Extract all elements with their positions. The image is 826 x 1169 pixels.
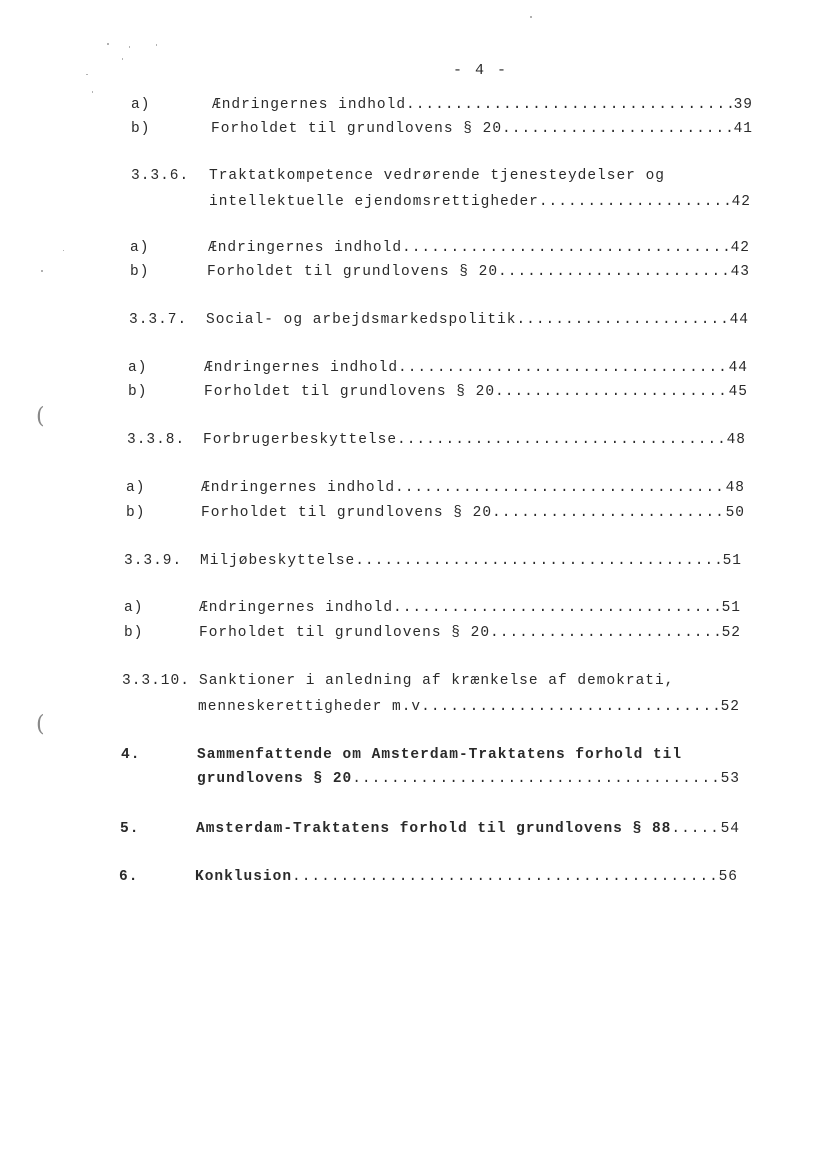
toc-title-line2: grundlovens § 20 bbox=[197, 771, 353, 787]
toc-label: 3.3.6. bbox=[131, 168, 190, 184]
toc-page: 39 bbox=[733, 97, 753, 113]
toc-label: a) bbox=[128, 360, 148, 376]
toc-page: 50 bbox=[725, 505, 745, 521]
toc-entry-continuation bbox=[197, 768, 740, 790]
scan-speck bbox=[122, 58, 123, 60]
toc-page: 51 bbox=[722, 553, 742, 569]
toc-page: 44 bbox=[729, 312, 749, 328]
toc-title: Forbrugerbeskyttelse bbox=[203, 432, 398, 448]
toc-label: 4. bbox=[121, 747, 141, 763]
toc-label: 3.3.10. bbox=[122, 673, 190, 689]
toc-label: a) bbox=[130, 240, 150, 256]
toc-title: Ændringernes indhold bbox=[204, 360, 399, 376]
toc-label: b) bbox=[126, 505, 146, 521]
toc-title: Forholdet til grundlovens § 20 bbox=[204, 384, 496, 400]
toc-entry bbox=[131, 118, 753, 140]
toc-label: 3.3.9. bbox=[124, 553, 183, 569]
toc-entry bbox=[128, 357, 748, 379]
toc-page: 41 bbox=[733, 121, 753, 137]
toc-title: Sanktioner i anledning af krænkelse af demokrati, bbox=[199, 673, 675, 689]
scan-speck bbox=[129, 46, 130, 48]
toc-page: 53 bbox=[720, 771, 740, 787]
toc-title: Forholdet til grundlovens § 20 bbox=[199, 625, 491, 641]
toc-page: 43 bbox=[730, 264, 750, 280]
scan-speck bbox=[530, 16, 532, 18]
toc-label: b) bbox=[130, 264, 150, 280]
toc-page: 42 bbox=[731, 194, 751, 210]
toc-entry bbox=[131, 165, 751, 187]
toc-entry bbox=[124, 597, 741, 619]
toc-label: 6. bbox=[119, 869, 139, 885]
toc-label: b) bbox=[131, 121, 151, 137]
toc-page: 48 bbox=[725, 480, 745, 496]
scan-speck bbox=[63, 250, 64, 251]
toc-title: Social- og arbejdsmarkedspolitik bbox=[206, 312, 517, 328]
toc-entry bbox=[131, 94, 753, 116]
toc-entry bbox=[124, 622, 741, 644]
toc-title: Ændringernes indhold bbox=[199, 600, 394, 616]
toc-page: 56 bbox=[718, 869, 738, 885]
toc-title: Miljøbeskyttelse bbox=[200, 553, 356, 569]
toc-page: 51 bbox=[721, 600, 741, 616]
toc-title-line2: menneskerettigheder m.v bbox=[198, 699, 422, 715]
toc-label: a) bbox=[126, 480, 146, 496]
toc-page: 42 bbox=[730, 240, 750, 256]
toc-entry bbox=[121, 744, 741, 766]
toc-title: Forholdet til grundlovens § 20 bbox=[207, 264, 499, 280]
toc-page: 45 bbox=[728, 384, 748, 400]
toc-label: b) bbox=[128, 384, 148, 400]
toc-title: Ændringernes indhold bbox=[212, 97, 407, 113]
scan-speck bbox=[41, 270, 43, 272]
toc-entry bbox=[119, 866, 738, 888]
toc-page: 52 bbox=[720, 699, 740, 715]
toc-entry bbox=[124, 550, 742, 572]
toc-page: 48 bbox=[726, 432, 746, 448]
toc-title: Amsterdam-Traktatens forhold til grundlovens § 88 bbox=[196, 821, 672, 837]
toc-title: Konklusion bbox=[195, 869, 293, 885]
toc-title: Forholdet til grundlovens § 20 bbox=[201, 505, 493, 521]
toc-entry bbox=[129, 309, 749, 331]
toc-label: 3.3.7. bbox=[129, 312, 188, 328]
scan-speck bbox=[92, 91, 93, 93]
toc-label: a) bbox=[124, 600, 144, 616]
punch-hole-mark: ( bbox=[36, 712, 45, 737]
toc-page: 52 bbox=[721, 625, 741, 641]
toc-label: b) bbox=[124, 625, 144, 641]
toc-entry bbox=[127, 429, 746, 451]
scan-speck bbox=[107, 43, 109, 45]
toc-title: Ændringernes indhold bbox=[208, 240, 403, 256]
scan-speck bbox=[86, 74, 88, 75]
page-number: - 4 - bbox=[453, 62, 509, 79]
toc-entry bbox=[126, 477, 745, 499]
toc-entry-continuation bbox=[209, 191, 751, 213]
toc-title-line2: intellektuelle ejendomsrettigheder bbox=[209, 194, 539, 210]
toc-title: Ændringernes indhold bbox=[201, 480, 396, 496]
toc-entry bbox=[130, 261, 750, 283]
toc-page: 54 bbox=[720, 821, 740, 837]
toc-label: 5. bbox=[120, 821, 140, 837]
toc-entry bbox=[130, 237, 750, 259]
punch-hole-mark: ( bbox=[36, 404, 45, 429]
toc-entry bbox=[126, 502, 745, 524]
toc-page: 44 bbox=[728, 360, 748, 376]
toc-entry-continuation bbox=[198, 696, 740, 718]
toc-title: Forholdet til grundlovens § 20 bbox=[211, 121, 503, 137]
toc-title: Traktatkompetence vedrørende tjenesteydelser og bbox=[209, 168, 665, 184]
toc-entry bbox=[122, 670, 742, 692]
toc-entry bbox=[120, 818, 740, 840]
scan-speck bbox=[156, 44, 157, 46]
toc-label: a) bbox=[131, 97, 151, 113]
toc-entry bbox=[128, 381, 748, 403]
toc-label: 3.3.8. bbox=[127, 432, 186, 448]
toc-title: Sammenfattende om Amsterdam-Traktatens forhold til bbox=[197, 747, 683, 763]
